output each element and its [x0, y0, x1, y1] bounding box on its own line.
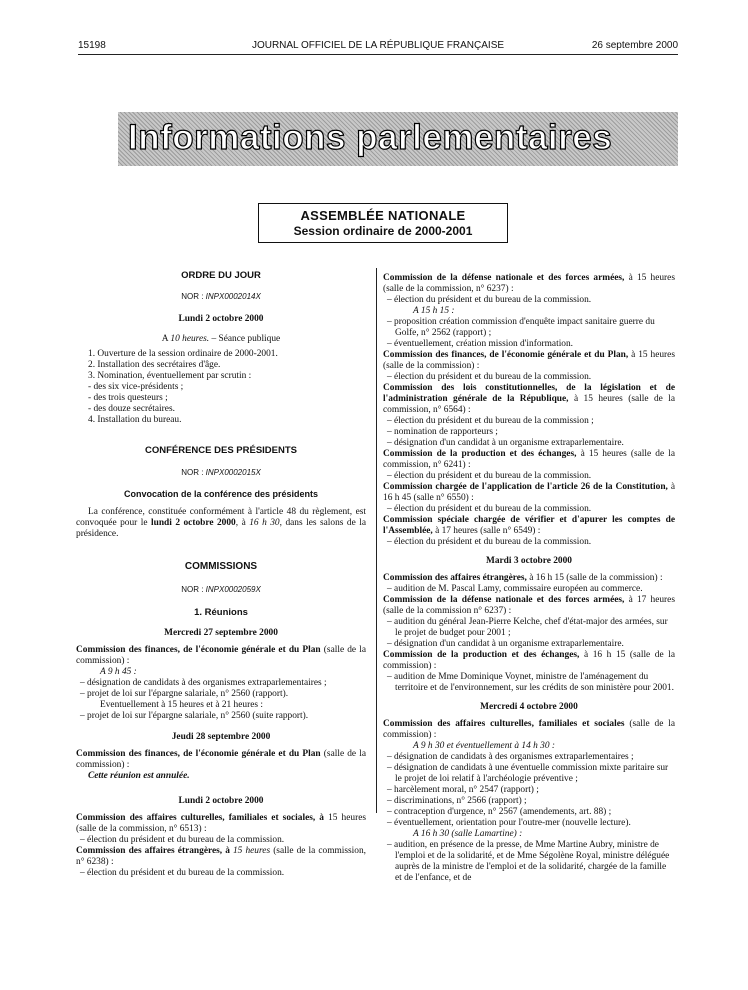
agenda-line: – audition du général Jean-Pierre Kelche, chef d'état-major des armées, sur le projet de budget pour 2001 ;: [387, 617, 668, 638]
reunions-heading: 1. Réunions: [194, 607, 248, 618]
agenda-line: – éventuellement, orientation pour l'outre-mer (nouvelle lecture).: [387, 818, 631, 828]
commission-entry: Commission des affaires étrangères, à 15 heures (salle de la commission, n° 6238) :: [76, 846, 367, 867]
commission-entry: Commission de la défense nationale et des forces armées, à 17 heures (salle de la commission n° 6237) :: [383, 595, 675, 616]
agenda-line: – désignation de candidats à des organismes extraparlementaires ;: [80, 678, 327, 688]
time-line: Eventuellement à 15 heures et à 21 heures :: [100, 700, 263, 710]
agenda-line: – harcèlement moral, n° 2547 (rapport) ;: [387, 785, 539, 795]
time-line: A 16 h 30 (salle Lamartine) :: [413, 829, 523, 839]
list-item: 1. Ouverture de la session ordinaire de 2000-2001.: [88, 349, 278, 359]
page-header: [78, 40, 678, 55]
commission-entry: Commission des affaires culturelles, familiales et sociales, à 15 heures (salle de la commission, n° 6513) :: [76, 813, 367, 834]
agenda-line: – discriminations, n° 2566 (rapport) ;: [387, 796, 527, 806]
list-item: 2. Installation des secrétaires d'âge.: [88, 360, 221, 370]
time-line: A 15 h 15 :: [413, 306, 455, 316]
date-heading: Mercredi 27 septembre 2000: [164, 628, 278, 638]
date-heading: Mardi 3 octobre 2000: [485, 556, 572, 566]
agenda-line: – contraception d'urgence, n° 2567 (amendements, art. 88) ;: [387, 807, 612, 817]
session-title: Session ordinaire de 2000-2001: [293, 224, 473, 238]
cp-nor: NOR : INPX0002015X: [181, 468, 261, 477]
assemblee-box: [258, 203, 508, 243]
agenda-line: – élection du président et du bureau de la commission.: [387, 471, 592, 481]
section-banner: [118, 112, 678, 166]
commission-entry: Commission chargée de l'application de l'article 26 de la Constitution, à 16 h 45 (salle n° 6550) :: [383, 482, 675, 503]
agenda-line: – élection du président et du bureau de la commission.: [80, 868, 285, 878]
list-item: - des six vice-présidents ;: [88, 382, 184, 392]
tuesday-agenda: [383, 573, 675, 694]
agenda-line: – élection du président et du bureau de la commission ;: [387, 416, 594, 426]
commission-entry: Commission des finances, de l'économie générale et du Plan (salle de la commission) :: [76, 749, 366, 770]
commission-entry: Commission de la production et des échanges, à 15 heures (salle de la commission, n° 6241) :: [383, 449, 675, 470]
date-heading: Jeudi 28 septembre 2000: [171, 732, 271, 742]
odj-date: Lundi 2 octobre 2000: [178, 314, 264, 324]
odj-nor: NOR : INPX0002014X: [181, 292, 261, 301]
odj-seance: A 10 heures. – Séance publique: [161, 334, 281, 344]
list-item: 4. Installation du bureau.: [88, 415, 182, 425]
date-heading: Mercredi 4 octobre 2000: [480, 702, 578, 712]
odj-heading: ORDRE DU JOUR: [181, 270, 261, 281]
agenda-line: – projet de loi sur l'épargne salariale, n° 2560 (rapport).: [80, 689, 289, 699]
agenda-line: – audition, en présence de la presse, de Mme Martine Aubry, ministre de l'emploi et de la solidarité, et de Mme Ségolène Royal, ministre déléguée auprès de la ministre de l'emploi et de la solidarité, chargée de la famille et de l'enfance, et de: [387, 840, 670, 883]
monday-agenda: [383, 273, 675, 548]
commission-entry: Commission spéciale chargée de vérifier et d'apurer les comptes de l'Assemblée, à 17 heures (salle n° 6549) :: [383, 515, 675, 536]
right-column: [383, 273, 675, 884]
odj-list: [76, 349, 366, 426]
agenda-line: – projet de loi sur l'épargne salariale, n° 2560 (suite rapport).: [80, 711, 309, 721]
agenda-line: – élection du président et du bureau de la commission.: [387, 504, 592, 514]
agenda-line: – audition de M. Pascal Lamy, commissaire européen au commerce.: [387, 584, 643, 594]
commission-entry: Commission des lois constitutionnelles, de la législation et de l'administration générale de la République, à 15 heures (salle de la commission, n° 6564) :: [383, 383, 676, 415]
assemblee-title: ASSEMBLÉE NATIONALE: [300, 208, 466, 223]
agenda-line: – nomination de rapporteurs ;: [387, 427, 498, 437]
agenda-line: – désignation de candidats à des organismes extraparlementaires ;: [387, 752, 634, 762]
commissions-heading: COMMISSIONS: [184, 561, 258, 572]
issue-date: 26 septembre 2000: [591, 40, 678, 51]
agenda-line: – audition de Mme Dominique Voynet, ministre de l'aménagement du territoire et de l'environnement, sur les crédits de son ministère pour 2001.: [387, 672, 674, 693]
page-number: 15198: [78, 40, 106, 51]
agenda-line: – élection du président et du bureau de la commission.: [387, 372, 592, 382]
cp-heading: CONFÉRENCE DES PRÉSIDENTS: [144, 445, 298, 456]
annulation-note: Cette réunion est annulée.: [88, 771, 190, 781]
agenda-line: – désignation d'un candidat à un organisme extraparlementaire.: [387, 438, 624, 448]
commission-entry: Commission des finances, de l'économie générale et du Plan (salle de la commission) :: [76, 645, 366, 666]
agenda-line: – élection du président et du bureau de la commission.: [80, 835, 285, 845]
list-item: - des trois questeurs ;: [88, 393, 168, 403]
list-item: 3. Nomination, éventuellement par scrutin :: [88, 371, 252, 381]
commission-entry: Commission de la production et des échanges, à 16 h 15 (salle de la commission) :: [383, 650, 675, 671]
left-column: [76, 270, 366, 879]
commission-entry: Commission des affaires étrangères, à 16 h 15 (salle de la commission) :: [383, 573, 663, 583]
commission-entry: Commission de la défense nationale et des forces armées, à 15 heures (salle de la commission, n° 6237) :: [383, 273, 675, 294]
time-line: A 9 h 30 et éventuellement à 14 h 30 :: [413, 741, 555, 751]
date-heading: Lundi 2 octobre 2000: [178, 796, 264, 806]
agenda-line: – éventuellement, création mission d'information.: [387, 339, 574, 349]
agenda-line: – proposition création commission d'enquête impact sanitaire guerre du Golfe, n° 2562 (rapport) ;: [387, 317, 655, 338]
agenda-line: – désignation de candidats à une éventuelle commission mixte paritaire sur le projet de loi relatif à l'archéologie préventive ;: [387, 763, 669, 784]
column-divider: [376, 268, 377, 813]
list-item: - des douze secrétaires.: [88, 404, 175, 414]
journal-title: JOURNAL OFFICIEL DE LA RÉPUBLIQUE FRANÇAISE: [251, 40, 505, 51]
time-line: A 9 h 45 :: [100, 667, 137, 677]
commission-entry: Commission des finances, de l'économie générale et du Plan, à 15 heures (salle de la commission) :: [383, 350, 675, 371]
com-nor: NOR : INPX0002059X: [181, 585, 261, 594]
commission-entry: Commission des affaires culturelles, familiales et sociales (salle de la commission) :: [383, 719, 675, 740]
agenda-line: – élection du président et du bureau de la commission.: [387, 295, 592, 305]
cp-text: La conférence, constituée conformément à l'article 48 du règlement, est convoquée pour le lundi 2 octobre 2000, à 16 h 30, dans les salons de la présidence.: [76, 507, 367, 539]
banner-title: Informations parlementaires: [128, 118, 613, 157]
agenda-line: – élection du président et du bureau de la commission.: [387, 537, 592, 547]
agenda-line: – désignation d'un candidat à un organisme extraparlementaire.: [387, 639, 624, 649]
cp-convocation: Convocation de la conférence des présidents: [123, 489, 319, 499]
wednesday-agenda: [383, 719, 675, 884]
